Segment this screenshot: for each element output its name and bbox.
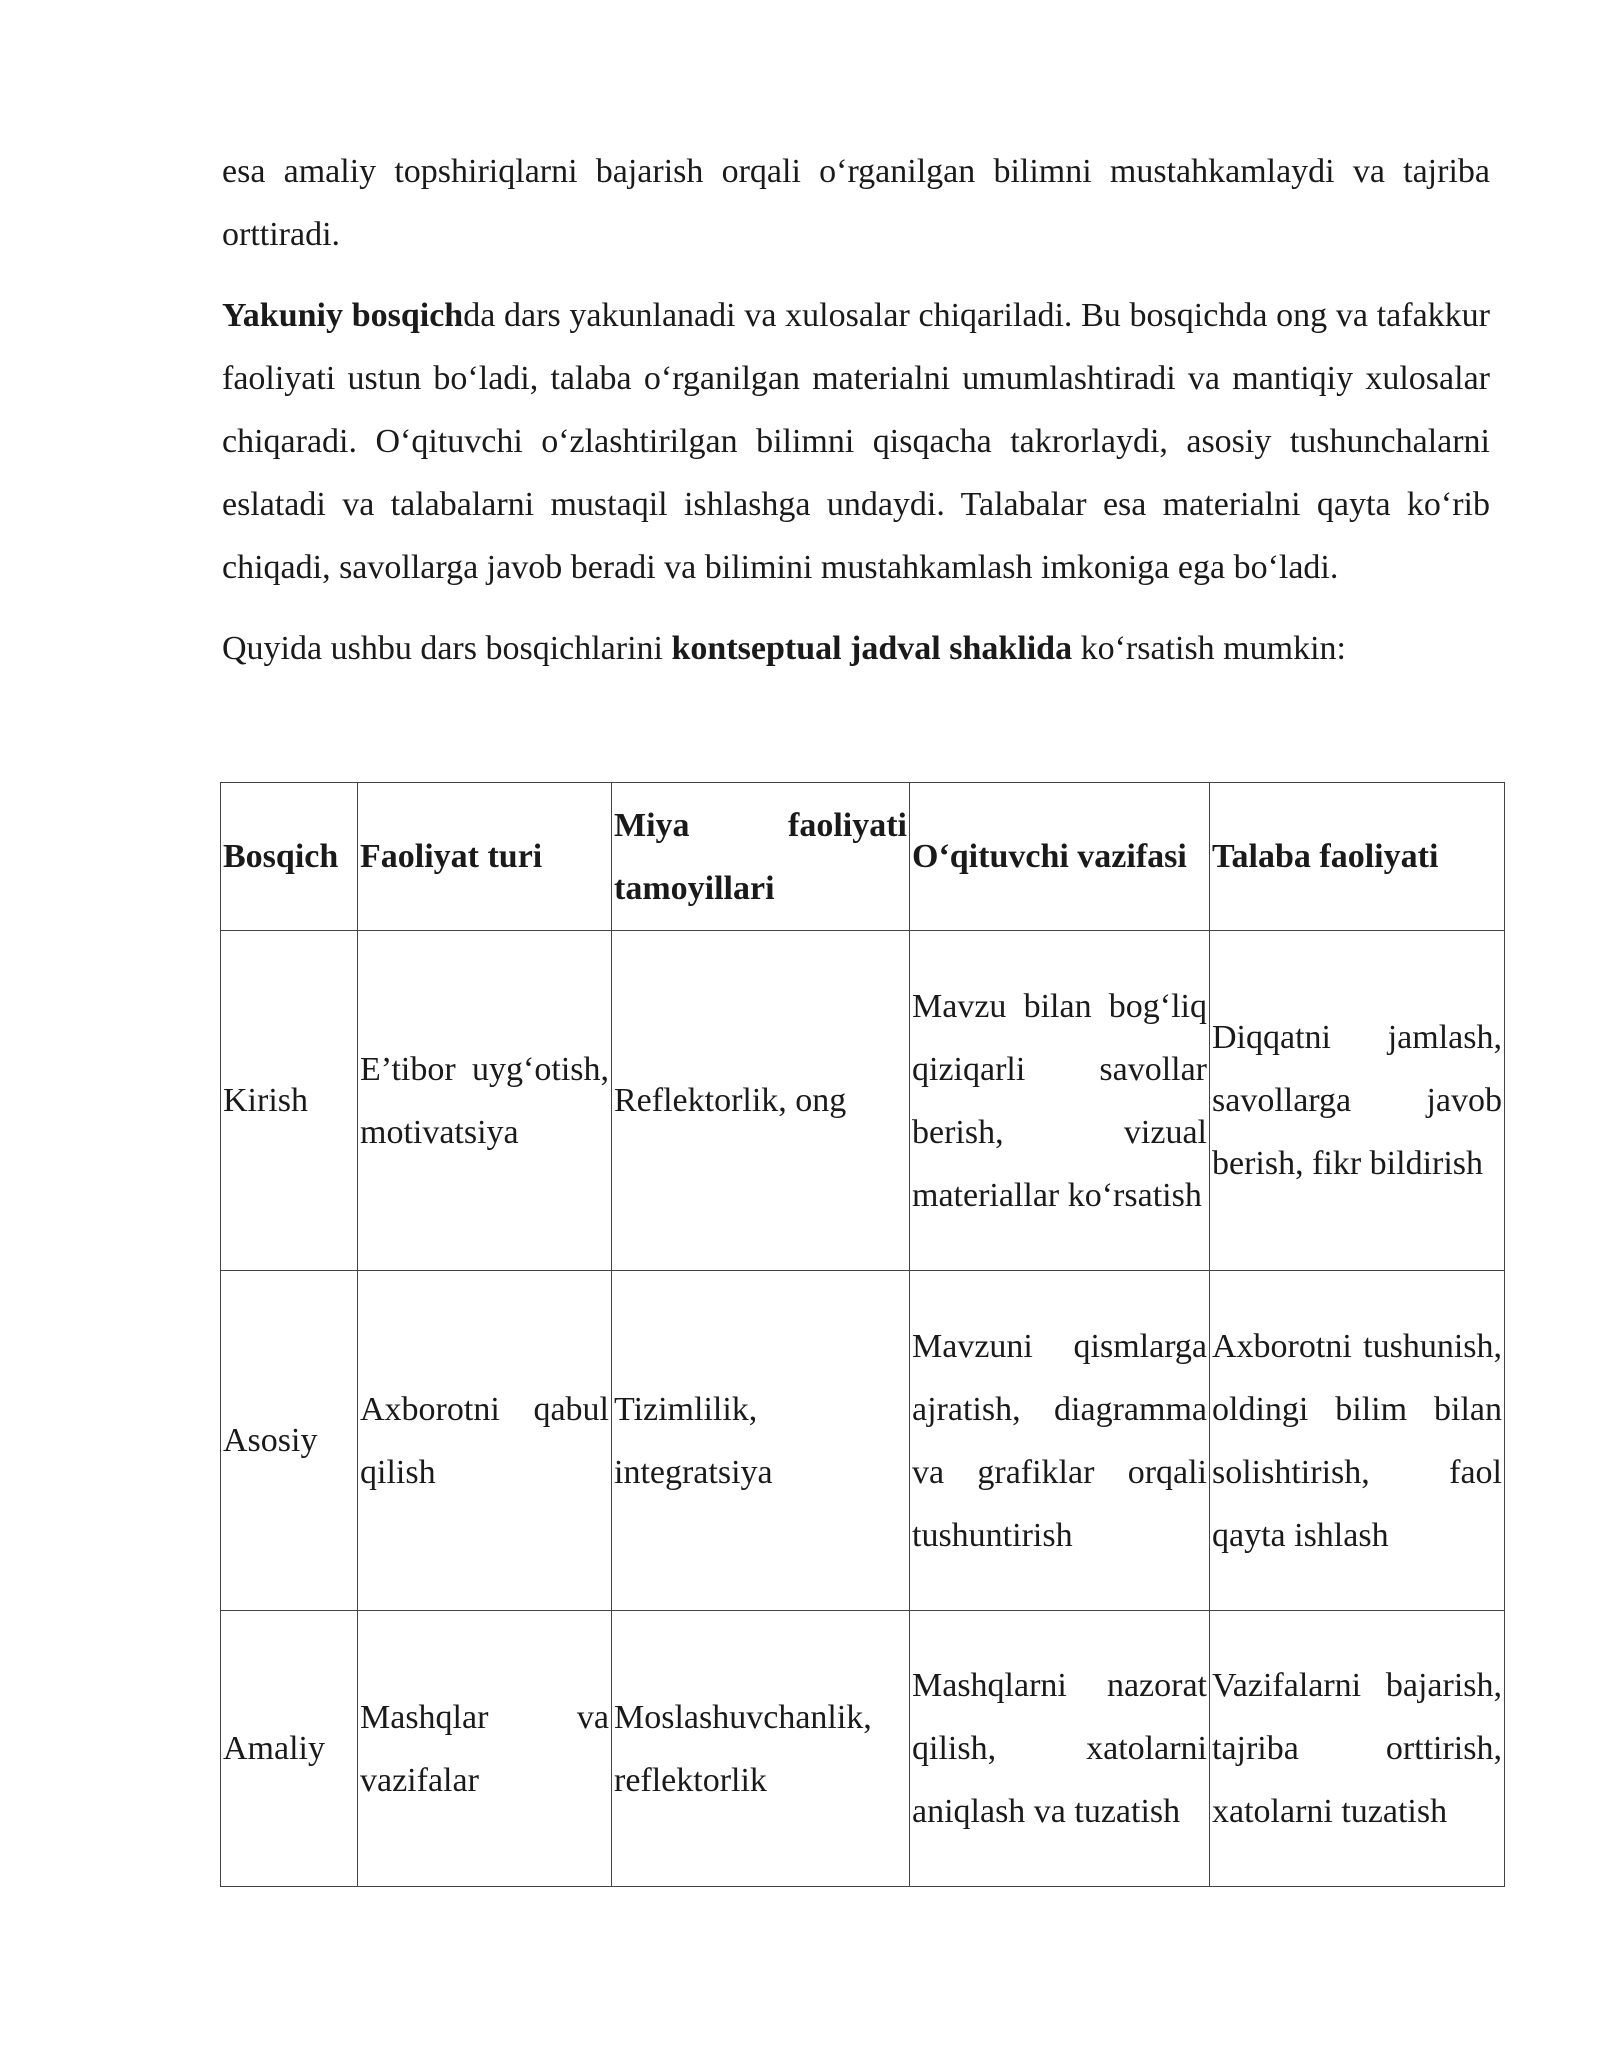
- cell-student-activity: Vazifalarni bajarish, tajriba orttirish, xatolarni tuzatish: [1210, 1611, 1505, 1887]
- final-stage-term: Yakuniy bosqich: [222, 297, 464, 334]
- table-header-row: [221, 783, 1505, 931]
- cell-student-activity: Diqqatni jamlash, savollarga javob berish, fikr bildirish: [1210, 931, 1505, 1271]
- final-stage-text: da dars yakunlanadi va xulosalar chiqariladi. Bu bosqichda ong va tafakkur faoliyati ustun bo‘ladi, talaba o‘rganilgan materialni umumlashtiradi va mantiqiy xulosalar chiqaradi. O‘qituvchi o‘zlashtirilgan bilimni qisqacha takrorlaydi, asosiy tushunchalarni eslatadi va talabalarni mustaqil ishlashga undaydi. Talabalar esa materialni qayta ko‘rib chiqadi, savollarga javob beradi va bilimini mustahkamlash imkoniga ega bo‘ladi.: [222, 297, 1490, 586]
- table-row: [221, 931, 1505, 1271]
- cell-stage: Asosiy: [221, 1271, 358, 1611]
- paragraph-final-stage: [222, 284, 1490, 599]
- table-row: [221, 1271, 1505, 1611]
- header-teacher-task: O‘qituvchi vazifasi: [910, 783, 1210, 931]
- cell-brain-principles: Reflektorlik, ong: [612, 931, 910, 1271]
- table-intro-start: Quyida ushbu dars bosqichlarini: [222, 630, 672, 667]
- cell-activity-type: E’tibor uyg‘otish, motivatsiya: [358, 931, 612, 1271]
- concept-table: [220, 782, 1505, 1887]
- cell-student-activity: Axborotni tushunish, oldingi bilim bilan solishtirish, faol qayta ishlash: [1210, 1271, 1505, 1611]
- cell-stage: Amaliy: [221, 1611, 358, 1887]
- header-brain-principles: Miya faoliyati tamoyillari: [612, 783, 910, 931]
- paragraph-table-intro: [222, 617, 1490, 680]
- cell-stage: Kirish: [221, 931, 358, 1271]
- header-student-activity: Talaba faoliyati: [1210, 783, 1505, 931]
- cell-teacher-task: Mashqlarni nazorat qilish, xatolarni aniqlash va tuzatish: [910, 1611, 1210, 1887]
- cell-activity-type: Axborotni qabul qilish: [358, 1271, 612, 1611]
- cell-brain-principles: Tizimlilik, integratsiya: [612, 1271, 910, 1611]
- document-body: [222, 140, 1490, 698]
- table-row: [221, 1611, 1505, 1887]
- table-intro-end: ko‘rsatish mumkin:: [1072, 630, 1346, 667]
- table-intro-bold: kontseptual jadval shaklida: [671, 630, 1073, 667]
- cell-teacher-task: Mavzu bilan bog‘liq qiziqarli savollar berish, vizual materiallar ko‘rsatish: [910, 931, 1210, 1271]
- header-stage: Bosqich: [221, 783, 358, 931]
- header-activity-type: Faoliyat turi: [358, 783, 612, 931]
- cell-brain-principles: Moslashuvchanlik, reflektorlik: [612, 1611, 910, 1887]
- cell-activity-type: Mashqlar va vazifalar: [358, 1611, 612, 1887]
- cell-teacher-task: Mavzuni qismlarga ajratish, diagramma va grafiklar orqali tushuntirish: [910, 1271, 1210, 1611]
- paragraph-continuation: esa amaliy topshiriqlarni bajarish orqali o‘rganilgan bilimni mustahkamlaydi va tajriba orttiradi.: [222, 153, 1490, 253]
